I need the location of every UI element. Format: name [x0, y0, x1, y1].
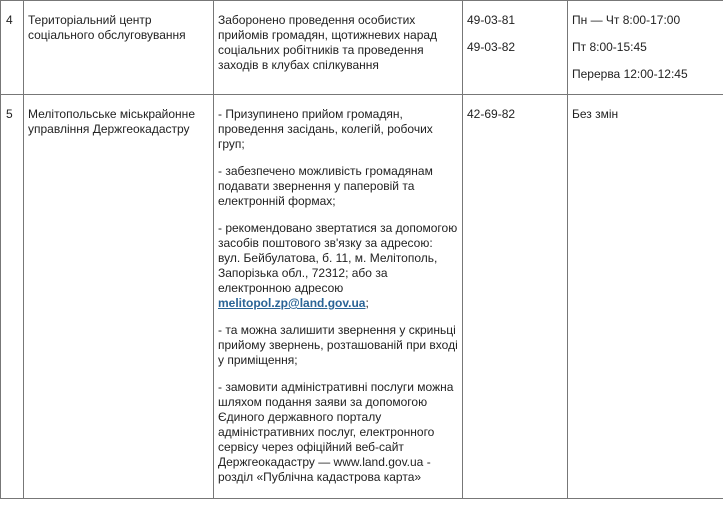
organization-name: Територіальний центр соціального обслуговування	[28, 13, 186, 42]
working-hours: Пн — Чт 8:00-17:00	[572, 13, 681, 27]
measure-address: - рекомендовано звертатися за допомогою засобів поштового зв'язку за адресою: вул. Бейбулатова, б. 11, м. Мелітополь, Запорізька обл., 72312; або за електронною адресою	[218, 221, 458, 295]
working-hours: Перерва 12:00-12:45	[572, 67, 688, 81]
working-hours: Пт 8:00-15:45	[572, 40, 647, 54]
measure-text: - та можна залишити звернення у скриньці прийому звернень, розташованій при вході у приміщення;	[218, 323, 458, 367]
email-link[interactable]: melitopol.zp@land.gov.ua	[218, 296, 366, 310]
phone-number: 42-69-82	[467, 107, 516, 121]
row-number: 5	[6, 107, 13, 121]
measure-text: Заборонено проведення особистих прийомів громадян, щотижневих нарад соціальних робітників та проведення заходів в клубах спілкування	[218, 13, 438, 72]
phone-number: 49-03-82	[467, 40, 516, 54]
row-number: 4	[6, 13, 13, 27]
measure-text: - забезпечено можливість громадянам подавати звернення у паперовій та електронній формах;	[218, 164, 433, 208]
table-row	[1, 95, 723, 499]
measure-text: - рекомендовано звертатися за допомогою засобів поштового зв'язку за адресою: вул. Бейбулатова, б. 11, м. Мелітополь, Запорізька обл., 72312; або за електронною адресою melitopol.zp@land.gov.ua;	[218, 221, 458, 310]
organization-name: Мелітопольське міськрайонне управління Держгеокадастру	[28, 107, 195, 136]
working-hours: Без змін	[572, 107, 619, 121]
measure-text: - замовити адміністративні послуги можна шляхом подання заяви за допомогою Єдиного державного порталу адміністративних послуг, електронного сервісу через офіційний веб-сайт Держгеокадастру — www.land.gov.ua - розділ «Публічна кадастрова карта»	[218, 380, 454, 484]
table-row	[1, 1, 723, 95]
phone-number: 49-03-81	[467, 13, 516, 27]
measure-text: - Призупинено прийом громадян, проведення засідань, колегій, робочих груп;	[218, 107, 433, 151]
